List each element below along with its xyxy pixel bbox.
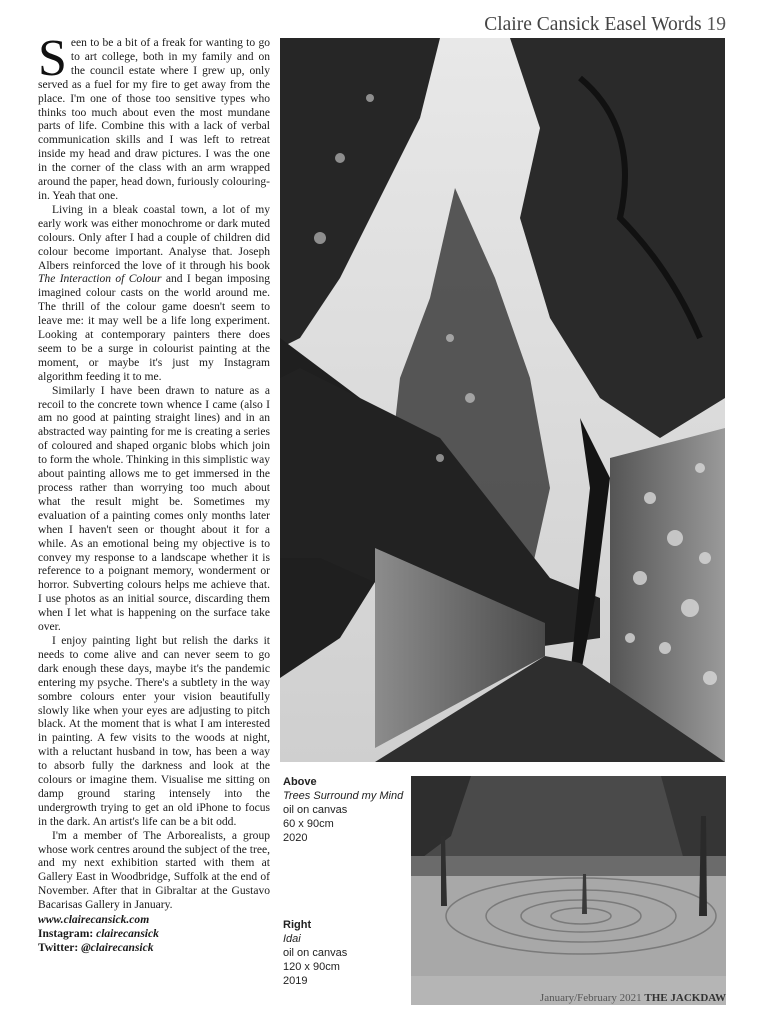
caption-heading: Above [283,776,317,788]
caption-title: Trees Surround my Mind [283,790,404,802]
caption-year: 2020 [283,832,308,844]
header-section: Easel Words [604,14,702,35]
instagram-handle[interactable]: clairecansick [96,928,159,941]
caption-size: 60 x 90cm [283,818,334,830]
instagram-line: Instagram: clairecansick [38,928,159,941]
footer-issue: January/February 2021 [539,992,642,1004]
caption-medium: oil on canvas [283,947,348,959]
website-link[interactable]: www.clairecansick.com [38,914,150,927]
twitter-handle[interactable]: @clairecansick [81,942,154,955]
caption-size: 120 x 90cm [283,961,340,973]
book-title: The Interaction of Colour [38,273,162,286]
article-paragraph-4: I enjoy painting light but relish the darks it needs to come alive and can never seem to go dark enough these days, maybe it's the pandemic entering my psyche. There's a subtlety in the way sombre colours enter your vision beautifully slowly like when your eyes are adjusting to pitch black. At the moment that is what I am interested in painting. A few visits to the woods at night, with a reluctant husband in tow, has been a way to absorb fully the darkness and look at the colours or imagine them. Visualise me sitting on damp ground staring intensely into the undergrowth trying to get an old iPhone to focus in the dark. An artist's life can be a bit odd. [38,634,270,828]
footer-magazine: THE JACKDAW [644,992,726,1004]
painting-idai-image [411,776,726,1005]
caption-above [283,775,403,845]
painting-idai [411,776,726,1005]
header-author: Claire Cansick [484,14,600,35]
contact-links [38,913,270,955]
page-number: 19 [706,14,726,35]
page-header [484,14,726,36]
painting-trees-image [280,38,725,762]
article-paragraph-5: I'm a member of The Arborealists, a group whose work centres around the subject of the tree, and my next exhibition started with them at Gallery East in Woodbridge, Suffolk at the end of November. After that in Gibraltar at the Gustavo Bacarisas Gallery in January. [38,829,270,912]
page-footer [540,992,726,1004]
article-body [38,30,271,955]
caption-right [283,918,347,988]
drop-cap: S [38,30,67,87]
article-paragraph-2: Living in a bleak coastal town, a lot of my early work was either monochrome or dark muted colours. Only after I had a couple of children did colour become important. Analyse that. Joseph Albers reinforced the love of it through his book The Interaction of Colour and I began imposing imagined colour casts on the world around me. The thrill of the colour game doesn't seem to leave me: it may well be a life long experiment. Looking at contemporary painters there does seem to be a surge in colourist painting at the moment, or maybe it's just my Instagram algorithm feeding it to me. [38,203,271,383]
caption-medium: oil on canvas [283,804,348,816]
article-paragraph-3: Similarly I have been drawn to nature as a recoil to the concrete town whence I came (also I am no good at painting straight lines) and in an abstracted way painting for me is creating a series of coloured and shaped organic blobs which join to form the whole. Thinking in this simplistic way about painting allows me to get immersed in the process rather than worrying too much about what the result might be. Sometimes my evaluation of a painting comes only months later when I haven't seen or thought about it for a while. As an emotional being my objective is to convey my response to a landscape whether it is reference to a poignant memory, wonderment or horror. Subverting colours helps me achieve that. I use photos as an initial source, discarding them when I let what is happening on the surface take over. [38,384,270,634]
caption-heading: Right [283,919,312,931]
twitter-line: Twitter: @clairecansick [38,942,154,955]
painting-trees-surround-my-mind [280,38,725,762]
article-paragraph-1: Seen to be a bit of a freak for wanting to go to art college, both in my family and on the council estate where I grew up, only served as a fuel for my fire to get away from the place. I'm one of those too sensitive types who thinks too much about even the most mundane parts of life. Combine this with a lack of verbal communication skills and I was left to retreat inside my head and draw pictures. I was the one in the corner of the class with an arm wrapped around the paper, head down, furiously colouring-in. Yeah that one. [38,30,270,202]
caption-title: Idai [283,933,301,945]
caption-year: 2019 [283,975,308,987]
